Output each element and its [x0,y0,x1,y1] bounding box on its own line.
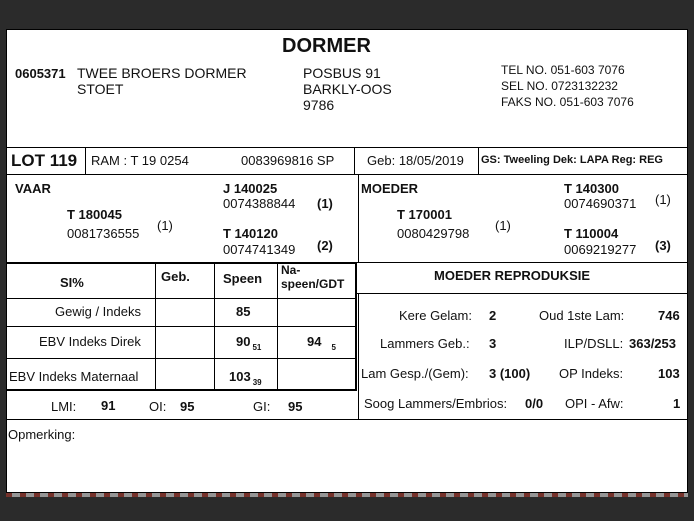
sire-number: 0081736555 [67,226,140,241]
op-value: 103 [658,366,680,381]
kere-value: 2 [489,308,497,323]
divider [7,147,687,148]
ilp-value: 363/253 [629,336,676,351]
dam-sire-id: T 140300 [564,181,619,196]
gi-label: GI: [253,399,271,414]
dam-dam-number: 0069219277 [564,242,637,257]
divider [277,262,278,389]
ilp-label: ILP/DSLL: [564,336,624,351]
soog-label: Soog Lammers/Embrios: [364,396,508,411]
tel-number: TEL NO. 051-603 7076 [501,63,625,77]
sire-sire-id: J 140025 [223,181,278,196]
lot-number: LOT 119 [11,151,78,170]
speen-header: Speen [223,271,263,286]
breed-title: DORMER [282,35,371,57]
dam-sire-number: 0074690371 [564,196,637,211]
naspeen-header: Na- speen/GDT [281,263,345,291]
op-label: OP Indeks: [559,366,624,381]
vaar-label: VAAR [15,181,51,196]
sire-id: T 180045 [67,207,122,222]
divider [357,262,687,263]
reproduksie-title: MOEDER REPRODUKSIE [434,268,591,283]
birth-date: Geb: 18/05/2019 [367,153,464,168]
oi-label: OI: [149,399,167,414]
lammers-value: 3 [489,336,497,351]
gesp-value: 3 (100) [489,366,531,381]
dam-sire-mark: (1) [655,192,671,207]
gesp-label: Lam Gesp./(Gem): [361,366,469,381]
ram-number: 0083969816 SP [241,153,335,168]
owner-line-2: STOET [77,81,124,97]
row-label: EBV Indeks Maternaal [9,369,139,384]
divider [7,298,357,299]
sire-dam-mark: (2) [317,238,333,253]
lmi-label: LMI: [51,399,77,414]
row-label: Gewig / Indeks [55,304,141,319]
faks-number: FAKS NO. 051-603 7076 [501,95,634,109]
address-line-1: POSBUS 91 [303,65,381,81]
lmi-value: 91 [101,398,116,413]
divider [7,358,357,359]
divider [85,147,86,174]
oi-value: 95 [180,399,195,414]
dam-dam-id: T 110004 [564,226,619,241]
sire-dam-id: T 140120 [223,226,278,241]
ram-id: RAM : T 19 0254 [91,153,189,168]
dam-number: 0080429798 [397,226,470,241]
lammers-label: Lammers Geb.: [380,336,470,351]
row-label: EBV Indeks Direk [39,334,141,349]
si-header: SI% [60,275,84,290]
divider [358,174,359,262]
divider [354,147,355,174]
sire-sire-mark: (1) [317,196,333,211]
dam-id: T 170001 [397,207,452,222]
dam-dam-mark: (3) [655,238,671,253]
divider [155,262,156,389]
sire-mark: (1) [157,218,173,233]
oud-label: Oud 1ste Lam: [539,308,625,323]
moeder-label: MOEDER [361,181,419,196]
dam-mark: (1) [495,218,511,233]
row-speen: 85 [236,304,251,319]
geb-header: Geb. [161,269,190,284]
sire-sire-number: 0074388844 [223,196,296,211]
page-edge [6,493,688,497]
divider [7,389,357,391]
address-line-3: 9786 [303,97,335,113]
owner-line-1: TWEE BROERS DORMER [77,65,247,81]
row-speen: 90 $_{51}$ [236,334,262,352]
sire-dam-number: 0074741349 [223,242,296,257]
divider [7,419,687,420]
divider [7,326,357,327]
address-line-2: BARKLY-OOS [303,81,392,97]
opi-value: 1 [673,396,681,411]
opi-label: OPI - Afw: [565,396,624,411]
lamb-status: GS: Tweeling Dek: LAPA Reg: REG [481,154,663,166]
sel-number: SEL NO. 0723132232 [501,79,618,93]
lot-card [6,29,688,493]
divider [357,293,687,294]
divider [7,174,687,175]
divider [358,293,359,419]
oud-value: 746 [658,308,680,323]
opmerking-label: Opmerking: [8,427,76,442]
soog-value: 0/0 [525,396,544,411]
divider [214,262,215,389]
divider [478,147,479,174]
row-speen: 103 $_{39}$ [229,369,262,387]
breeder-code: 0605371 [15,66,66,81]
row-naspeen: 94 $_5$ [307,334,336,352]
kere-label: Kere Gelam: [399,308,472,323]
gi-value: 95 [288,399,303,414]
